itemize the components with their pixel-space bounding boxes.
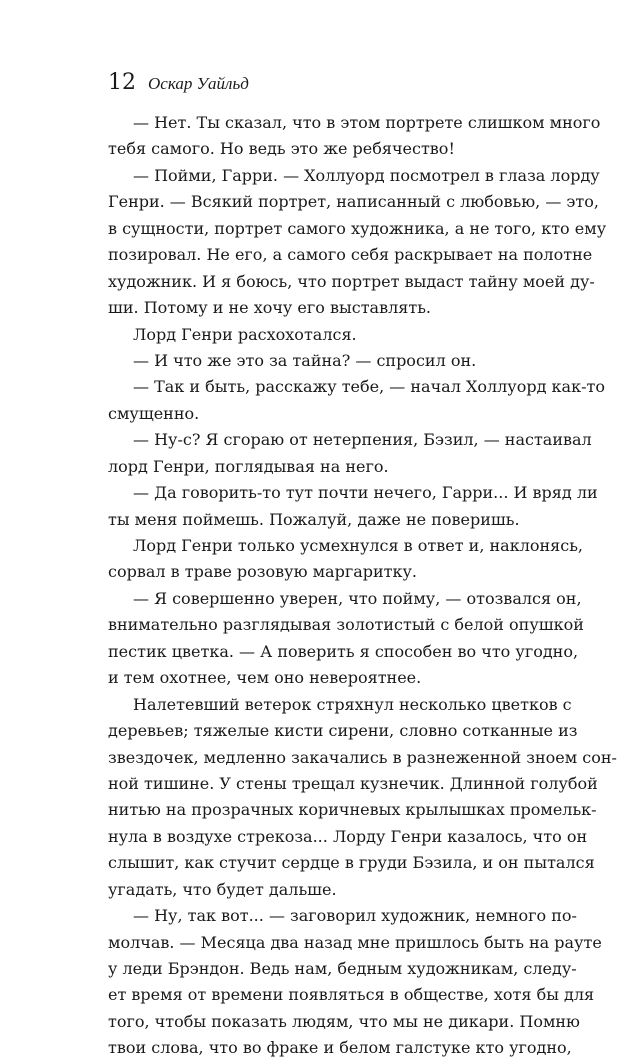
text-line: ши. Потому и не хочу его выставлять. [108, 298, 432, 318]
text-line: лорд Генри, поглядывая на него. [108, 456, 389, 476]
text-line: смущенно. [108, 403, 200, 423]
text-line: позировал. Не его, а самого себя раскрывает на полотне [108, 245, 593, 265]
text-line: — Я совершенно уверен, что пойму, — отозвался он, [133, 588, 582, 608]
text-line: ты меня поймешь. Пожалуй, даже не поверишь. [108, 509, 520, 529]
text-line: и тем охотнее, чем оно невероятнее. [108, 668, 422, 688]
text-line: угадать, что будет дальше. [108, 879, 337, 899]
text-line: тебя самого. Но ведь это же ребячество! [108, 139, 455, 159]
page-header [108, 70, 249, 97]
text-line: звездочек, медленно закачались в разнеженной зноем сон- [108, 747, 617, 767]
text-line: внимательно разглядывая золотистый с белой опушкой [108, 615, 584, 635]
text-line: художник. И я боюсь, что портрет выдаст тайну моей ду- [108, 271, 595, 291]
text-line: Лорд Генри только усмехнулся в ответ и, наклонясь, [133, 536, 583, 555]
text-line: нула в воздухе стрекоза... Лорду Генри казалось, что он [108, 826, 588, 846]
text-line: — Так и быть, расскажу тебе, — начал Холлуорд как-то [133, 377, 605, 397]
text-line: Генри. — Всякий портрет, написанный с любовью, — это, [108, 192, 599, 212]
text-line: твои слова, что во фраке и белом галстуке кто угодно, [108, 1038, 572, 1058]
text-line: в сущности, портрет самого художника, а не того, кто ему [108, 218, 607, 238]
text-line: — И что же это за тайна? — спросил он. [133, 350, 477, 370]
text-line: — Пойми, Гарри. — Холлуорд посмотрел в глаза лорду [133, 165, 600, 185]
text-line: ной тишине. У стены трещал кузнечик. Длинной голубой [108, 773, 598, 793]
text-line: — Ну, так вот... — заговорил художник, немного по- [133, 906, 577, 926]
text-line: того, чтобы показать людям, что мы не дикари. Помню [108, 1011, 580, 1031]
text-line: сорвал в траве розовую маргаритку. [108, 562, 417, 582]
text-line: Лорд Генри расхохотался. [133, 324, 357, 344]
text-line: — Нет. Ты сказал, что в этом портрете слишком много [133, 113, 601, 132]
text-line: Налетевший ветерок стряхнул несколько цветков с [133, 694, 572, 714]
running-head-author: Оскар Уайльд [148, 74, 249, 93]
text-line: пестик цветка. — А поверить я способен во что угодно, [108, 641, 579, 661]
page-number: 12 [108, 70, 136, 95]
text-line: ет время от времени появляться в обществе, хотя бы для [108, 985, 595, 1005]
text-line: слышит, как стучит сердце в груди Бэзила, и он пытался [108, 853, 595, 873]
text-line: — Ну-с? Я сгораю от нетерпения, Бэзил, — настаивал [133, 430, 592, 450]
text-line: у леди Брэндон. Ведь нам, бедным художникам, следу- [108, 959, 577, 978]
text-line: молчав. — Месяца два назад мне пришлось быть на рауте [108, 932, 602, 952]
text-line: — Да говорить-то тут почти нечего, Гарри... И вряд ли [133, 483, 598, 503]
text-line: нитью на прозрачных коричневых крылышках промельк- [108, 800, 597, 820]
body-text [108, 110, 617, 1062]
text-line: деревьев; тяжелые кисти сирени, словно сотканные из [108, 721, 578, 741]
